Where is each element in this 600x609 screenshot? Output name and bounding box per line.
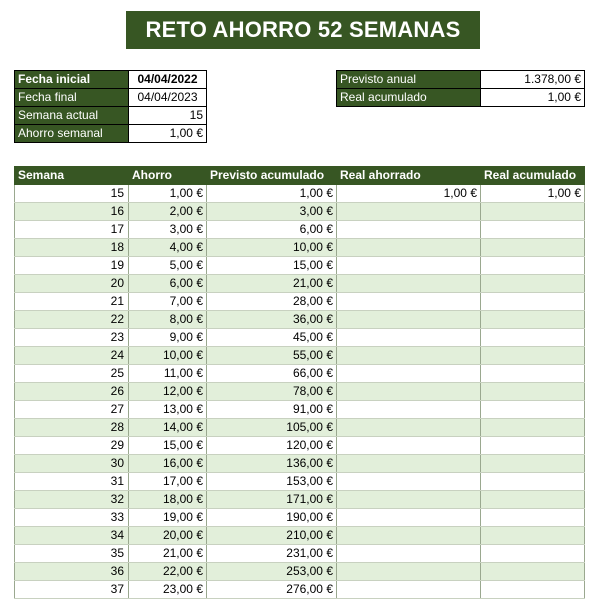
- real-ahorrado-cell[interactable]: [337, 491, 481, 509]
- real-ahorrado-cell[interactable]: [337, 581, 481, 599]
- previsto-acumulado-cell[interactable]: 136,00 €: [207, 455, 337, 473]
- previsto-acumulado-cell[interactable]: 190,00 €: [207, 509, 337, 527]
- fecha-inicial-label: Fecha inicial: [15, 71, 129, 89]
- ahorro-cell[interactable]: 10,00 €: [129, 347, 207, 365]
- real-acumulado-cell[interactable]: [481, 527, 585, 545]
- real-ahorrado-cell[interactable]: [337, 473, 481, 491]
- previsto-anual-cell[interactable]: 1.378,00 €: [481, 71, 585, 89]
- ahorro-cell[interactable]: 5,00 €: [129, 257, 207, 275]
- table-row: [15, 203, 585, 221]
- semana-cell[interactable]: 33: [15, 509, 129, 527]
- semana-cell[interactable]: 27: [15, 401, 129, 419]
- semana-cell[interactable]: 15: [15, 185, 129, 203]
- real-acumulado-cell[interactable]: [481, 203, 585, 221]
- table-row: [15, 509, 585, 527]
- fecha-final-row: [15, 89, 207, 107]
- table-row: [15, 329, 585, 347]
- previsto-acumulado-cell[interactable]: 66,00 €: [207, 365, 337, 383]
- real-acumulado-cell[interactable]: [481, 257, 585, 275]
- ahorro-cell[interactable]: 3,00 €: [129, 221, 207, 239]
- semana-actual-label: Semana actual: [15, 107, 129, 125]
- real-ahorrado-cell[interactable]: [337, 203, 481, 221]
- semana-cell[interactable]: 18: [15, 239, 129, 257]
- previsto-acumulado-cell[interactable]: 10,00 €: [207, 239, 337, 257]
- previsto-acumulado-cell[interactable]: 21,00 €: [207, 275, 337, 293]
- semana-cell[interactable]: 16: [15, 203, 129, 221]
- table-row: [15, 257, 585, 275]
- ahorro-cell[interactable]: 20,00 €: [129, 527, 207, 545]
- previsto-acumulado-cell[interactable]: 120,00 €: [207, 437, 337, 455]
- table-row: [15, 455, 585, 473]
- real-ahorrado-cell[interactable]: [337, 311, 481, 329]
- real-acumulado-cell[interactable]: [481, 455, 585, 473]
- real-acumulado-cell[interactable]: [481, 509, 585, 527]
- ahorro-cell[interactable]: 19,00 €: [129, 509, 207, 527]
- ahorro-cell[interactable]: 4,00 €: [129, 239, 207, 257]
- ahorro-cell[interactable]: 11,00 €: [129, 365, 207, 383]
- real-acumulado-cell[interactable]: [481, 347, 585, 365]
- real-acumulado-cell[interactable]: [481, 221, 585, 239]
- semana-actual-row: [15, 107, 207, 125]
- real-ahorrado-cell[interactable]: [337, 419, 481, 437]
- ahorro-cell[interactable]: 16,00 €: [129, 455, 207, 473]
- real-ahorrado-cell[interactable]: [337, 275, 481, 293]
- table-row: [15, 563, 585, 581]
- previsto-acumulado-cell[interactable]: 276,00 €: [207, 581, 337, 599]
- table-header-row: [15, 167, 585, 185]
- semana-cell[interactable]: 23: [15, 329, 129, 347]
- real-ahorrado-cell[interactable]: [337, 347, 481, 365]
- previsto-acumulado-cell[interactable]: 210,00 €: [207, 527, 337, 545]
- semana-cell[interactable]: 37: [15, 581, 129, 599]
- real-acumulado-cell[interactable]: [481, 563, 585, 581]
- table-row: [15, 419, 585, 437]
- previsto-acumulado-cell[interactable]: 153,00 €: [207, 473, 337, 491]
- previsto-acumulado-cell[interactable]: 253,00 €: [207, 563, 337, 581]
- ahorro-cell[interactable]: 2,00 €: [129, 203, 207, 221]
- real-acumulado-cell[interactable]: 1,00 €: [481, 89, 585, 107]
- previsto-acumulado-cell[interactable]: 78,00 €: [207, 383, 337, 401]
- table-row: [15, 221, 585, 239]
- previsto-anual-row: [337, 71, 585, 89]
- semana-cell[interactable]: 26: [15, 383, 129, 401]
- real-acumulado-cell[interactable]: [481, 491, 585, 509]
- real-ahorrado-cell[interactable]: [337, 437, 481, 455]
- fecha-inicial-row: [15, 71, 207, 89]
- real-acumulado-cell[interactable]: [481, 365, 585, 383]
- real-acumulado-cell[interactable]: [481, 545, 585, 563]
- semana-cell[interactable]: 31: [15, 473, 129, 491]
- summary-table: [336, 70, 585, 107]
- real-acumulado-cell[interactable]: [481, 239, 585, 257]
- real-ahorrado-cell[interactable]: 1,00 €: [337, 185, 481, 203]
- semana-cell[interactable]: 20: [15, 275, 129, 293]
- previsto-anual-label: Previsto anual: [337, 71, 481, 89]
- table-row: [15, 527, 585, 545]
- page-title: RETO AHORRO 52 SEMANAS: [126, 11, 480, 49]
- real-ahorrado-cell[interactable]: [337, 509, 481, 527]
- ahorro-cell[interactable]: 12,00 €: [129, 383, 207, 401]
- table-row: [15, 401, 585, 419]
- previsto-acumulado-cell[interactable]: 28,00 €: [207, 293, 337, 311]
- table-row: [15, 347, 585, 365]
- real-acumulado-cell[interactable]: [481, 383, 585, 401]
- ahorro-cell[interactable]: 22,00 €: [129, 563, 207, 581]
- real-ahorrado-cell[interactable]: [337, 401, 481, 419]
- ahorro-cell[interactable]: 15,00 €: [129, 437, 207, 455]
- ahorro-cell[interactable]: 6,00 €: [129, 275, 207, 293]
- previsto-acumulado-cell[interactable]: 231,00 €: [207, 545, 337, 563]
- ahorro-semanal-row: [15, 125, 207, 143]
- real-acumulado-cell[interactable]: [481, 419, 585, 437]
- semana-cell[interactable]: 22: [15, 311, 129, 329]
- real-ahorrado-cell[interactable]: [337, 365, 481, 383]
- real-ahorrado-cell[interactable]: [337, 257, 481, 275]
- semana-cell[interactable]: 30: [15, 455, 129, 473]
- previsto-acumulado-cell[interactable]: 91,00 €: [207, 401, 337, 419]
- real-acumulado-row: [337, 89, 585, 107]
- table-row: [15, 545, 585, 563]
- real-ahorrado-cell[interactable]: [337, 545, 481, 563]
- ahorro-cell[interactable]: 18,00 €: [129, 491, 207, 509]
- header-ahorro[interactable]: Ahorro: [129, 167, 207, 185]
- ahorro-cell[interactable]: 7,00 €: [129, 293, 207, 311]
- previsto-acumulado-cell[interactable]: 45,00 €: [207, 329, 337, 347]
- real-ahorrado-cell[interactable]: [337, 239, 481, 257]
- semana-cell[interactable]: 25: [15, 365, 129, 383]
- real-acumulado-cell[interactable]: [481, 275, 585, 293]
- ahorro-cell[interactable]: 13,00 €: [129, 401, 207, 419]
- real-acumulado-cell[interactable]: [481, 473, 585, 491]
- semana-cell[interactable]: 24: [15, 347, 129, 365]
- real-acumulado-cell[interactable]: [481, 293, 585, 311]
- real-ahorrado-cell[interactable]: [337, 383, 481, 401]
- semana-cell[interactable]: 28: [15, 419, 129, 437]
- real-acumulado-cell[interactable]: [481, 311, 585, 329]
- real-ahorrado-cell[interactable]: [337, 563, 481, 581]
- semana-cell[interactable]: 35: [15, 545, 129, 563]
- semana-cell[interactable]: 32: [15, 491, 129, 509]
- previsto-acumulado-cell[interactable]: 1,00 €: [207, 185, 337, 203]
- previsto-acumulado-cell[interactable]: 55,00 €: [207, 347, 337, 365]
- previsto-acumulado-cell[interactable]: 171,00 €: [207, 491, 337, 509]
- header-real-acumulado[interactable]: Real acumulado: [481, 167, 585, 185]
- semana-cell[interactable]: 36: [15, 563, 129, 581]
- previsto-acumulado-cell[interactable]: 6,00 €: [207, 221, 337, 239]
- fecha-final-label: Fecha final: [15, 89, 129, 107]
- table-row: [15, 275, 585, 293]
- fecha-inicial-cell[interactable]: 04/04/2022: [129, 71, 207, 89]
- settings-table: [14, 70, 207, 143]
- header-previsto-acumulado[interactable]: Previsto acumulado: [207, 167, 337, 185]
- real-ahorrado-cell[interactable]: [337, 329, 481, 347]
- semana-cell[interactable]: 34: [15, 527, 129, 545]
- previsto-acumulado-cell[interactable]: 15,00 €: [207, 257, 337, 275]
- table-row: [15, 311, 585, 329]
- table-row: [15, 581, 585, 599]
- header-semana[interactable]: Semana: [15, 167, 129, 185]
- real-acumulado-cell[interactable]: [481, 581, 585, 599]
- ahorro-cell[interactable]: 21,00 €: [129, 545, 207, 563]
- header-real-ahorrado[interactable]: Real ahorrado: [337, 167, 481, 185]
- real-acumulado-cell[interactable]: 1,00 €: [481, 185, 585, 203]
- fecha-final-cell[interactable]: 04/04/2023: [129, 89, 207, 107]
- table-row: [15, 365, 585, 383]
- ahorro-cell[interactable]: 23,00 €: [129, 581, 207, 599]
- semana-cell[interactable]: 19: [15, 257, 129, 275]
- real-acumulado-cell[interactable]: [481, 437, 585, 455]
- table-body: [15, 185, 585, 599]
- ahorro-semanal-label: Ahorro semanal: [15, 125, 129, 143]
- ahorro-semanal-cell[interactable]: 1,00 €: [129, 125, 207, 143]
- previsto-acumulado-cell[interactable]: 36,00 €: [207, 311, 337, 329]
- table-row: [15, 491, 585, 509]
- semana-actual-cell[interactable]: 15: [129, 107, 207, 125]
- table-row: [15, 185, 585, 203]
- table-row: [15, 293, 585, 311]
- ahorro-cell[interactable]: 14,00 €: [129, 419, 207, 437]
- real-ahorrado-cell[interactable]: [337, 293, 481, 311]
- semana-cell[interactable]: 29: [15, 437, 129, 455]
- real-ahorrado-cell[interactable]: [337, 221, 481, 239]
- table-row: [15, 239, 585, 257]
- ahorro-cell[interactable]: 1,00 €: [129, 185, 207, 203]
- real-ahorrado-cell[interactable]: [337, 455, 481, 473]
- real-acumulado-label: Real acumulado: [337, 89, 481, 107]
- previsto-acumulado-cell[interactable]: 105,00 €: [207, 419, 337, 437]
- ahorro-cell[interactable]: 17,00 €: [129, 473, 207, 491]
- table-row: [15, 473, 585, 491]
- ahorro-cell[interactable]: 8,00 €: [129, 311, 207, 329]
- real-ahorrado-cell[interactable]: [337, 527, 481, 545]
- savings-table: [14, 166, 585, 599]
- previsto-acumulado-cell[interactable]: 3,00 €: [207, 203, 337, 221]
- ahorro-cell[interactable]: 9,00 €: [129, 329, 207, 347]
- real-acumulado-cell[interactable]: [481, 329, 585, 347]
- table-row: [15, 383, 585, 401]
- semana-cell[interactable]: 21: [15, 293, 129, 311]
- table-row: [15, 437, 585, 455]
- semana-cell[interactable]: 17: [15, 221, 129, 239]
- real-acumulado-cell[interactable]: [481, 401, 585, 419]
